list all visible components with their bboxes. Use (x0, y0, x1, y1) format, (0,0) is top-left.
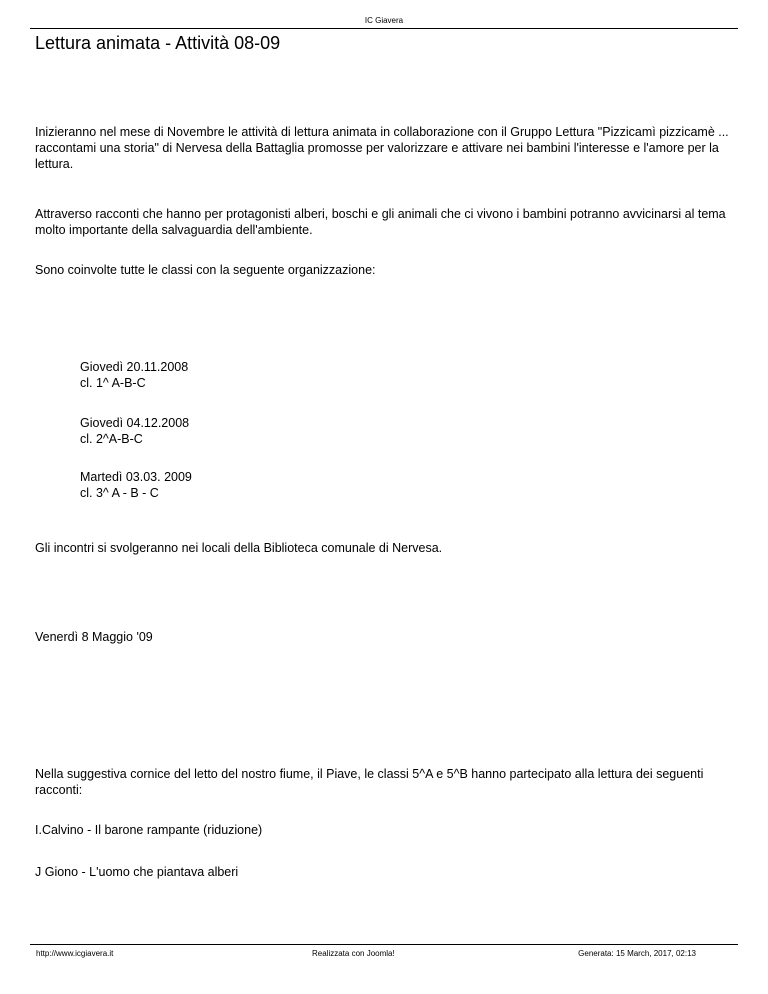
schedule-item (80, 469, 192, 501)
header-rule (30, 28, 738, 29)
paragraph-intro: Inizieranno nel mese di Novembre le attività di lettura animata in collaborazione con il Gruppo Lettura "Pizzicamì pizzicamè ... raccontami una storia" di Nervesa della Battaglia promosse per valorizzare e attivare nei bambini l'interesse e l'amore per la lettura. (35, 125, 729, 171)
paragraph-date: Venerdì 8 Maggio '09 (35, 630, 153, 644)
schedule-item (80, 415, 189, 447)
footer-credit: Realizzata con Joomla! (312, 949, 395, 958)
schedule-date: Martedì 03.03. 2009 (80, 470, 192, 484)
schedule-classes: cl. 1^ A-B-C (80, 376, 146, 390)
schedule-classes: cl. 2^A-B-C (80, 432, 143, 446)
schedule-date: Giovedì 20.11.2008 (80, 360, 189, 374)
site-header: IC Giavera (364, 16, 404, 25)
schedule-date: Giovedì 04.12.2008 (80, 416, 190, 430)
footer-rule (30, 944, 738, 945)
paragraph-location: Gli incontri si svolgeranno nei locali della Biblioteca comunale di Nervesa. (35, 541, 443, 555)
paragraph-organization: Sono coinvolte tutte le classi con la seguente organizzazione: (35, 263, 376, 277)
schedule-item (80, 359, 188, 391)
paragraph-piave: Nella suggestiva cornice del letto del nostro fiume, il Piave, le classi 5^A e 5^B hanno partecipato alla lettura dei seguenti racconti: (35, 767, 704, 797)
article-title: Lettura animata - Attività 08-09 (35, 33, 281, 53)
footer-generated: Generata: 15 March, 2017, 02:13 (578, 949, 696, 958)
footer-url[interactable]: http://www.icgiavera.it (36, 949, 114, 958)
story-item: J Giono - L'uomo che piantava alberi (35, 865, 239, 879)
story-item: I.Calvino - Il barone rampante (riduzione) (35, 823, 263, 837)
schedule-classes: cl. 3^ A - B - C (80, 486, 159, 500)
paragraph-environment: Attraverso racconti che hanno per protagonisti alberi, boschi e gli animali che ci vivono i bambini potranno avvicinarsi al tema molto importante della salvaguardia dell'ambiente. (35, 207, 726, 237)
